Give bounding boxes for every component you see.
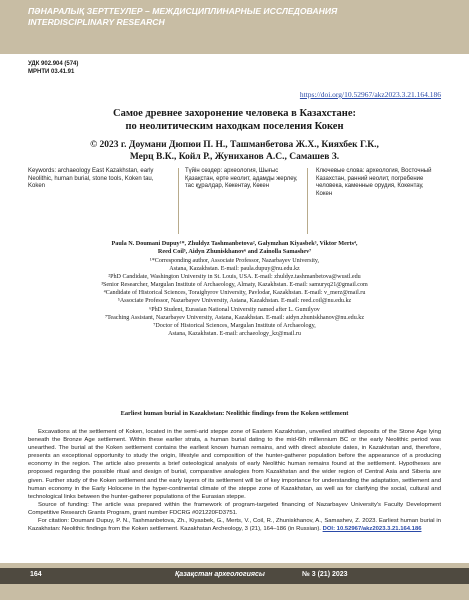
affiliation-line: ⁴Candidate of Historical Sciences, Toraighyrov University, Pavlodar, Kazakhstan. E-mail: v_merz@mail.ru bbox=[103, 290, 366, 297]
page-number: 164 bbox=[30, 571, 42, 578]
affiliation-line: ³Senior Researcher, Margulan Institute of Archaeology, Almaty, Kazakhstan. E-mail: samuryq21@gmail.com bbox=[101, 282, 368, 289]
header-line-2: INTERDISCIPLINARY RESEARCH bbox=[28, 17, 165, 27]
abstract bbox=[28, 428, 441, 533]
citation-text: For citation: Doumani Dupuy, P. N., Tashmanbetova, Zh., Kiyasbek, G., Merts, V., Coil, R., Zhuniskhanov, A., Samashev, Z. 2023. Earliest human burial in Kazakhstan: Neolithic findings from the Koken settlement. Kazakhstan Archeology, 3 (21), 164–186 (in Russian). bbox=[28, 518, 441, 533]
abstract-paragraph: Excavations at the settlement of Koken, located in the semi-arid steppe zone of Eastern Kazakhstan, unveiled stratified deposits of the Stone Age lying beneath the Bronze Age settlement. Within these earlier strata, a human burial dating to the mid-6th millennium BC or the early Neolithic period was unearthed. The burial at the Koken settlement contains the earliest known human remains, and with direct absolute dates, in Kazakhstan and, therefore, presents an exceptional opportunity to study the origin, lifestyle and composition of the hunter-gatherer population before the appearance of a producing economy in the region. The article also presents a brief osteological analysis of early Neolithic human remains found at the settlement. Hypotheses are proposed regarding the possible ritual and design of burial, comparative analogies from Kazakhstan and the wider region of Central Asia and Siberia are given. Further study of the Koken settlement and the early layers of its settlement will be of key importance for understanding the adaptation, settlement and human economy in the Early Holocene in the hyper-continental climate of the steppe zone of Kazakhstan, as well as for clarifying the social, cultural and technological links between the hunter-gatherer populations of the Eurasian steppe. bbox=[28, 429, 441, 500]
affiliation-line: ⁷Teaching Assistant, Nazarbayev University, Astana, Kazakhstan. E-mail: aidyn.zhuniskhanov@nu.edu.kz bbox=[104, 314, 365, 321]
affiliation-line: ⁵Associate Professor, Nazarbayev University, Astana, Kazakhstan. E-mail: reed.coil@nu.edu.kz bbox=[117, 298, 352, 305]
classification-codes bbox=[28, 60, 78, 76]
affiliations-list bbox=[28, 257, 441, 338]
author-names-line-2: Reed Coil⁵, Aidyn Zhuniskhanov⁶ and Zainolla Samashev⁷ bbox=[157, 248, 312, 255]
keywords-kazakh: Түйін сөздер: археология, Шығыс Қазақстан, ерте неолит, адамды жерлеу, тас құралдар, Көкентау, Көкен bbox=[178, 168, 308, 234]
citation-paragraph bbox=[28, 517, 441, 533]
affiliation-line: ¹*Corresponding author, Associate Professor, Nazarbayev University, bbox=[149, 258, 320, 264]
citation-doi-link[interactable]: DOI: 10.52967/akz2023.3.21.164.186 bbox=[322, 526, 422, 533]
author-names-english bbox=[28, 240, 441, 256]
authors-line-2: Мерц В.К., Койл Р., Жуниханов А.С., Самашев З. bbox=[129, 152, 340, 162]
udk-code: УДК 902.904 (574) bbox=[28, 61, 79, 67]
title-line-1: Самое древнее захоронение человека в Казахстане: bbox=[112, 108, 356, 119]
title-line-2: по неолитическим находкам поселения Кокен bbox=[125, 121, 344, 132]
issue-number: № 3 (21) 2023 bbox=[302, 571, 348, 578]
affiliation-line: ²PhD Candidate, Washington University in St. Louis, USA. E-mail: zhuldyz.tashmanbetova@wustl.edu bbox=[108, 274, 361, 281]
keywords-russian: Ключевые слова: археология, Восточный Казахстан, ранний неолит, погребение человека, каменные орудия, Кокентау, Кокен bbox=[316, 168, 432, 197]
affiliation-line: Astana, Kazakhstan. E-mail: archaeology_kz@mail.ru bbox=[168, 330, 301, 337]
article-title bbox=[28, 107, 441, 133]
affiliation-line: ⁷Doctor of Historical Sciences, Margulan Institute of Archaeology, bbox=[153, 322, 316, 329]
keywords-english: Keywords: archaeology East Kazakhstan, early Neolithic, human burial, stone tools, Koken tau, Koken bbox=[28, 168, 154, 190]
doi-link[interactable]: https://doi.org/10.52967/akz2023.3.21.164.186 bbox=[299, 90, 441, 99]
header-line-1: ПӘНАРАЛЫҚ ЗЕРТТЕУЛЕР – МЕЖДИСЦИПЛИНАРНЫЕ ИССЛЕДОВАНИЯ bbox=[28, 6, 338, 16]
mrnti-code: МРНТИ 03.41.91 bbox=[28, 69, 75, 75]
keywords-block bbox=[28, 168, 441, 236]
article-authors bbox=[28, 139, 441, 163]
affiliation-line: Astana, Kazakhstan. E-mail: paula.dupuy@nu.edu.kz bbox=[169, 266, 300, 273]
author-names-line-1: Paula N. Doumani Dupuy¹*, Zhuldyz Tashmanbetova², Galymzhan Kiyasbek³, Viktor Merts⁴, bbox=[111, 240, 358, 247]
journal-section-header bbox=[28, 6, 458, 28]
funding-paragraph: Source of funding: The article was prepared within the framework of program-targeted financing of Nazarbayev University's Faculty Development Competitive Research Grants Program, grant number FDCRG #021220FD3751. bbox=[28, 501, 441, 516]
authors-line-1: © 2023 г. Доумани Дюпюи П. Н., Ташманбетова Ж.Х., Кияхбек Г.К., bbox=[90, 140, 379, 150]
journal-name: Қазақстан археологиясы bbox=[175, 571, 265, 578]
english-title: Earliest human burial in Kazakhstan: Neolithic findings from the Koken settlement bbox=[120, 410, 349, 417]
affiliation-line: ⁶PhD Student, Eurasian National University named after L. Gumilyov bbox=[149, 306, 320, 313]
